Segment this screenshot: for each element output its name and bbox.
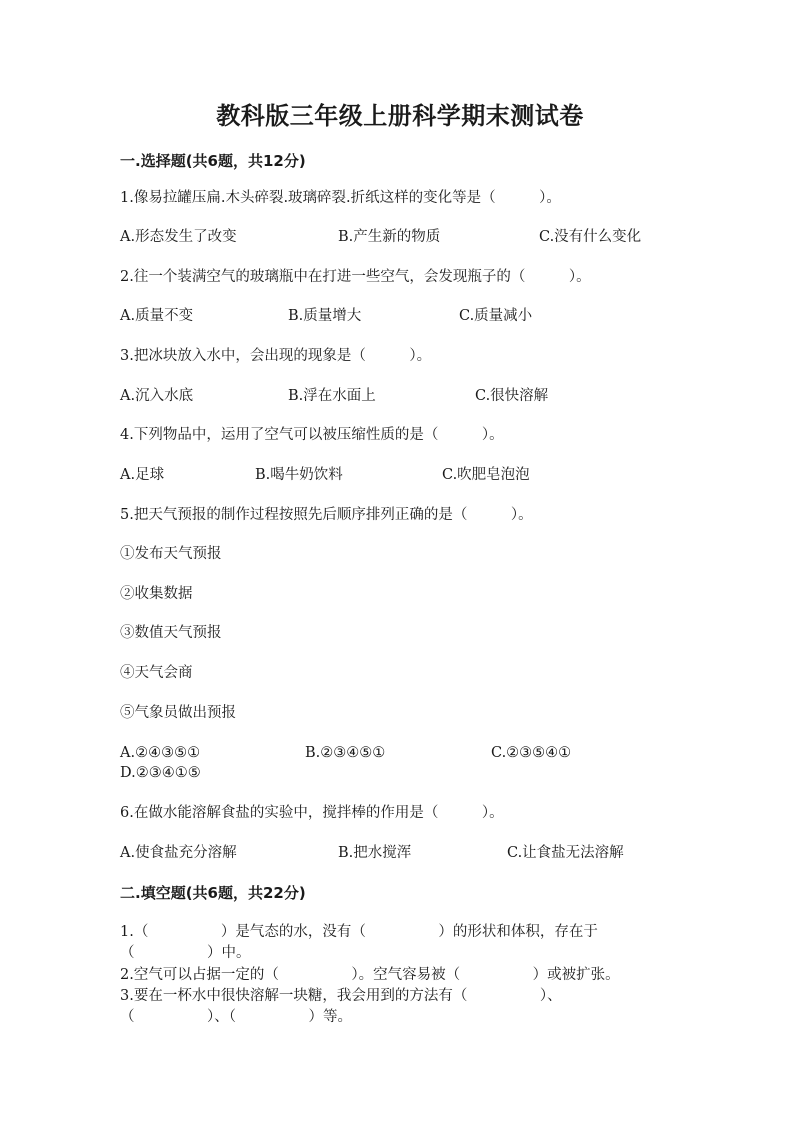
question-2-stem: 2.往一个装满空气的玻璃瓶中在打进一些空气，会发现瓶子的（ ）。	[120, 269, 591, 285]
option-b: B.质量增大	[288, 308, 362, 324]
question-5-option-d: D.②③④①⑤	[120, 765, 201, 781]
option-c: C.吹肥皂泡泡	[442, 467, 530, 483]
option-a: A.使食盐充分溶解	[120, 845, 237, 861]
option-c: C.很快溶解	[475, 388, 549, 404]
question-5-item-5: ⑤气象员做出预报	[120, 705, 236, 721]
option-c: C.质量减小	[459, 308, 533, 324]
question-5-item-3: ③数值天气预报	[120, 625, 222, 641]
question-5-item-2: ②收集数据	[120, 586, 193, 602]
option-a: A.形态发生了改变	[120, 229, 237, 245]
option-b: B.产生新的物质	[338, 229, 441, 245]
option-a: A.沉入水底	[120, 388, 194, 404]
option-b: B.浮在水面上	[288, 388, 376, 404]
option-c: C.②③⑤④①	[491, 745, 572, 761]
fill-question-2: 2.空气可以占据一定的（ ）。空气容易被（ ）或被扩张。	[120, 967, 620, 983]
fill-question-1-line-1: 1.（ ）是气态的水，没有（ ）的形状和体积，存在于	[120, 924, 598, 940]
option-a: A.质量不变	[120, 308, 194, 324]
question-3-stem: 3.把冰块放入水中，会出现的现象是（ ）。	[120, 348, 432, 364]
option-b: B.②③④⑤①	[305, 745, 386, 761]
question-5-stem: 5.把天气预报的制作过程按照先后顺序排列正确的是（ ）。	[120, 507, 533, 523]
question-5-item-1: ①发布天气预报	[120, 546, 222, 562]
option-c: C.没有什么变化	[539, 229, 642, 245]
fill-question-1-line-2: （ ）中。	[120, 945, 251, 961]
question-1-stem: 1.像易拉罐压扁.木头碎裂.玻璃碎裂.折纸这样的变化等是（ ）。	[120, 190, 561, 206]
option-b: B.喝牛奶饮料	[255, 467, 343, 483]
fill-question-3-line-1: 3.要在一杯水中很快溶解一块糖，我会用到的方法有（ ）、	[120, 988, 562, 1004]
exam-title: 教科版三年级上册科学期末测试卷	[216, 102, 584, 130]
question-6-stem: 6.在做水能溶解食盐的实验中，搅拌棒的作用是（ ）。	[120, 805, 504, 821]
option-a: A.足球	[120, 467, 165, 483]
option-b: B.把水搅浑	[338, 845, 412, 861]
option-c: C.让食盐无法溶解	[507, 845, 624, 861]
section-heading-fill-in: 二.填空题(共6题，共22分)	[120, 884, 306, 902]
section-heading-multiple-choice: 一.选择题(共6题，共12分)	[120, 152, 306, 170]
option-a: A.②④③⑤①	[120, 745, 201, 761]
fill-question-3-line-2: （ ）、（ ）等。	[120, 1009, 352, 1025]
question-4-stem: 4.下列物品中，运用了空气可以被压缩性质的是（ ）。	[120, 427, 504, 443]
question-5-item-4: ④天气会商	[120, 665, 193, 681]
